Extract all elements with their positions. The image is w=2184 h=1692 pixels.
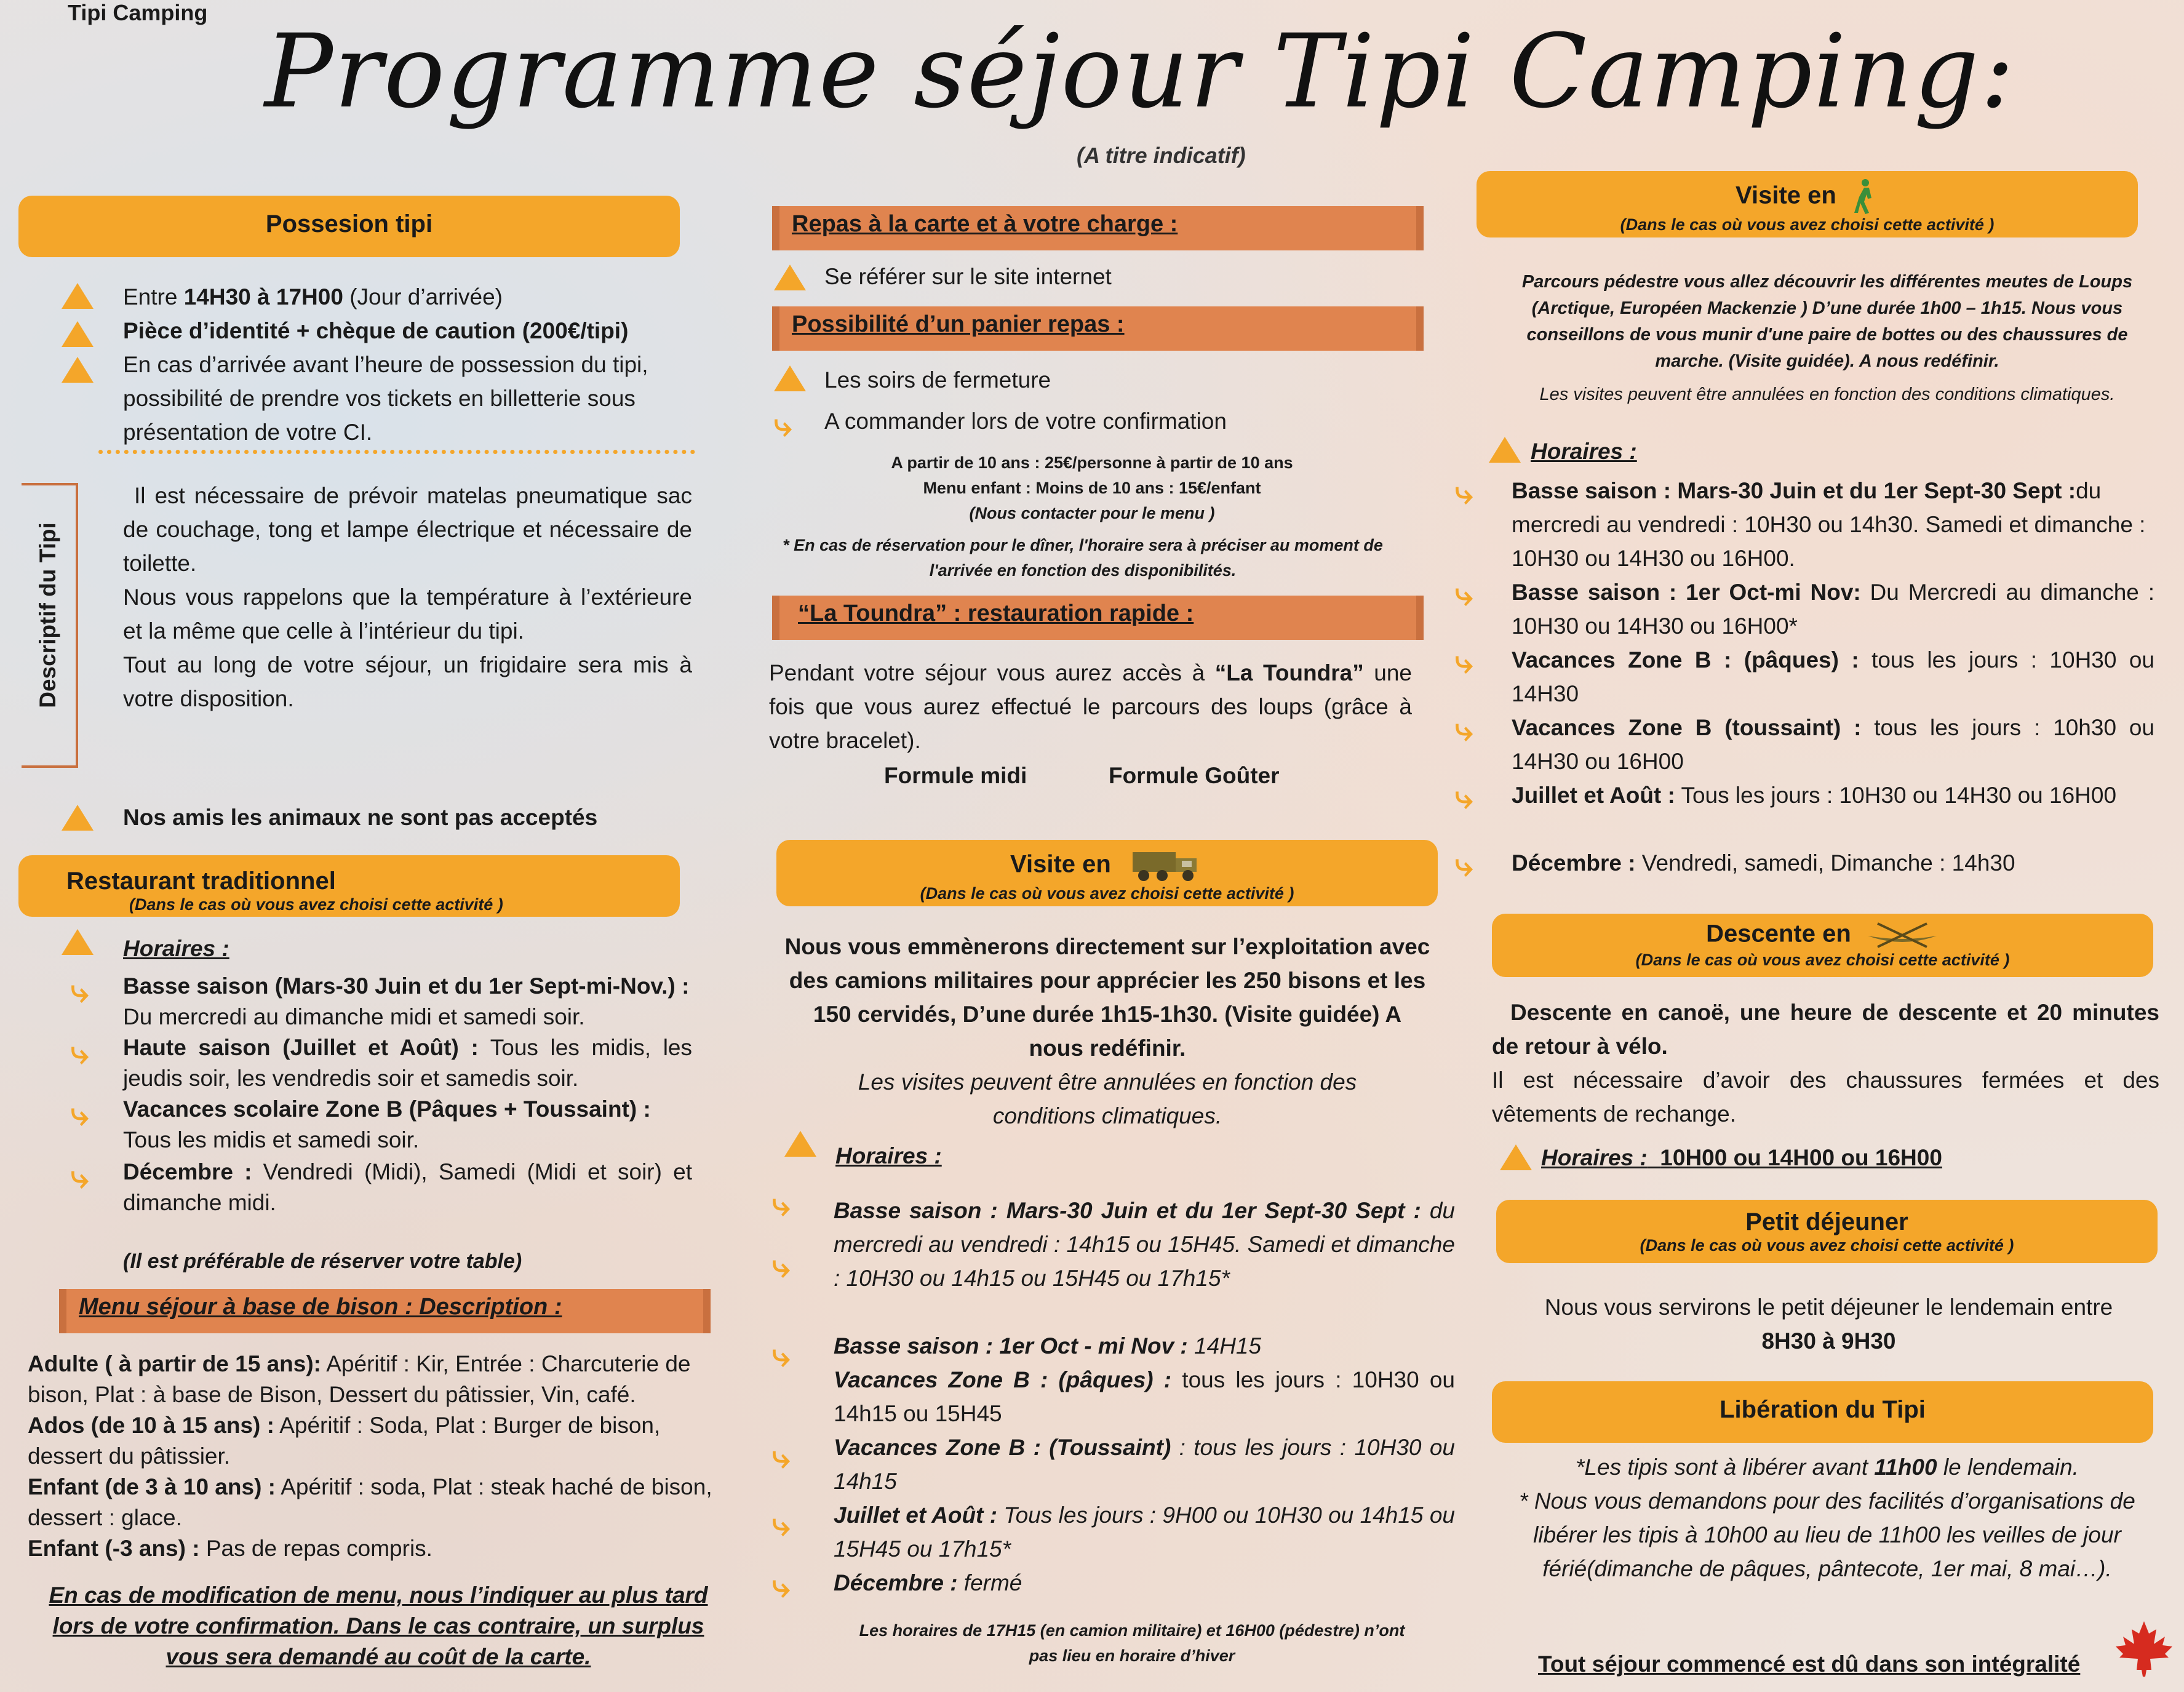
petitdej-heading: Petit déjeuner <box>1745 1208 1908 1235</box>
curved-arrow-icon: ⤷ <box>772 1439 791 1475</box>
repas-line: Se référer sur le site internet <box>824 264 1112 289</box>
visite-pied-item-4: Vacances Zone B (toussaint) : tous les jours : 10h30 ou 14H30 ou 16H00 <box>1512 715 2154 774</box>
menu-item: Adulte ( à partir de 15 ans): Apéritif : Kir, Entrée : Charcuterie de bison, Plat : à base de Bison, Dessert du pâtissier, Vin, café. <box>28 1351 691 1407</box>
triangle-bullet-icon <box>784 1131 816 1157</box>
visite-camion-heading: Visite en <box>1010 850 1111 878</box>
military-truck-icon <box>1130 847 1204 884</box>
restaurant-heading: Restaurant traditionnel <box>66 868 336 895</box>
visite-camion-heading-bar <box>776 840 1438 906</box>
animals-notice: Nos amis les animaux ne sont pas acceptés <box>123 805 598 830</box>
liberation-footer: Tout séjour commencé est dû dans son intégralité <box>1538 1651 2081 1677</box>
visite-camion-desc: Nous vous emmènerons directement sur l’exploitation avec des camions militaires pour apprécier les 250 bisons et les 150 cervidés, D’une durée 1h15-1h30. (Visite guidée) A nous redéfinir. <box>784 934 1430 1061</box>
triangle-bullet-icon <box>62 929 94 955</box>
visite-camion-horaires: Horaires : <box>835 1143 942 1168</box>
possession-line-2: Pièce d’identité + chèque de caution (200€/tipi) <box>123 318 629 343</box>
visite-pied-heading-bar <box>1477 171 2138 237</box>
curved-arrow-icon: ⤷ <box>1455 644 1473 680</box>
visite-camion-footer: Les horaires de 17H15 (en camion militaire) et 16H00 (pédestre) n’ont pas lieu en horaire d’hiver <box>859 1621 1405 1665</box>
curved-arrow-icon: ⤷ <box>71 1159 89 1195</box>
visite-pied-horaires: Horaires : <box>1531 439 1637 464</box>
menu-heading: Menu séjour à base de bison : Description : <box>79 1294 562 1320</box>
curved-arrow-icon: ⤷ <box>772 1507 791 1542</box>
curved-arrow-icon: ⤷ <box>1455 577 1473 612</box>
toundra-formula-midi: Formule midi <box>884 763 1027 788</box>
curved-arrow-icon: ⤷ <box>774 407 792 443</box>
menu-item: Ados (de 10 à 15 ans) : Apéritif : Soda, Plat : Burger de bison, dessert du pâtissier. <box>28 1413 661 1469</box>
liberation-heading: Libération du Tipi <box>1720 1396 1926 1423</box>
restaurant-item-2: Haute saison (Juillet et Août) : Tous les midis, les jeudis soir, les vendredis soir et samedis soir. <box>123 1035 692 1091</box>
toundra-formula-gouter: Formule Goûter <box>1109 763 1280 788</box>
descriptif-label-box <box>22 483 78 768</box>
petitdej-text: Nous vous servirons le petit déjeuner le lendemain entre 8H30 à 9H30 <box>1544 1295 2113 1354</box>
repas-heading: Repas à la carte et à votre charge : <box>792 211 1178 237</box>
hiker-icon <box>1851 178 1879 215</box>
page-title: Programme séjour Tipi Camping: <box>265 12 2016 130</box>
canoe-desc: Descente en canoë, une heure de descente et 20 minutes de retour à vélo. Il est nécessaire d’avoir des chaussures fermées et des vêtements de rechange. <box>1492 1000 2159 1127</box>
possession-heading: Possesion tipi <box>265 210 433 237</box>
curved-arrow-icon: ⤷ <box>1455 712 1473 748</box>
curved-arrow-icon: ⤷ <box>1455 780 1473 815</box>
descriptif-label: Descriptif du Tipi <box>35 522 60 708</box>
visite-camion-item-1: Basse saison : Mars-30 Juin et du 1er Sept-30 Sept : du mercredi au vendredi : 14h15 ou 15H45. Samedi et dimanche : 10H30 ou 14h15 ou 15H45 ou 17h15* <box>834 1198 1456 1291</box>
menu-item: Enfant (-3 ans) : Pas de repas compris. <box>28 1536 432 1561</box>
canoe-horaires: Horaires : 10H00 ou 14H00 ou 16H00 <box>1541 1145 1942 1170</box>
dotted-divider <box>98 450 695 454</box>
visite-camion-item-5: Juillet et Août : Tous les jours : 9H00 ou 10H30 ou 14h15 ou 15H45 ou 17h15* <box>834 1502 1455 1562</box>
panier-heading-bar <box>772 306 1424 351</box>
visite-pied-item-1: Basse saison : Mars-30 Juin et du 1er Sept-30 Sept :du mercredi au vendredi : 10H30 ou 14h30. Samedi et dimanche : 10H30 ou 14H30 ou 16H00. <box>1512 478 2146 571</box>
panier-line-2: A commander lors de votre confirmation <box>824 409 1227 434</box>
curved-arrow-icon: ⤷ <box>772 1248 791 1284</box>
visite-pied-desc: Parcours pédestre vous allez découvrir les différentes meutes de Loups (Arctique, Européen Mackenzie ) D’une durée 1h00 – 1h15. Nous vous conseillons de vous munir d'une paire de bottes ou des chaussures de marche. (Visite guidée). A nous redéfinir. <box>1521 272 2133 371</box>
panier-prices: A partir de 10 ans : 25€/personne à partir de 10 ans Menu enfant : Moins de 10 ans : 15€/enfant (Nous contacter pour le menu ) <box>891 453 1293 522</box>
curved-arrow-icon: ⤷ <box>772 1187 791 1223</box>
canoe-heading-bar <box>1492 914 2153 977</box>
restaurant-item-3: Vacances scolaire Zone B (Pâques + Toussaint) : Tous les midis et samedi soir. <box>123 1096 651 1152</box>
toundra-heading: “La Toundra” : restauration rapide : <box>798 601 1194 626</box>
visite-pied-item-5: Juillet et Août : Tous les jours : 10H30 ou 14H30 ou 16H00 <box>1512 783 2117 808</box>
petitdej-subheading: (Dans le cas où vous avez choisi cette activité ) <box>1640 1236 2014 1255</box>
toundra-text: Pendant votre séjour vous aurez accès à “La Toundra” une fois que vous aurez effectué le parcours des loups (grâce à votre bracelet). <box>769 660 1413 753</box>
visite-pied-heading: Visite en <box>1736 182 1836 209</box>
visite-pied-item-6: Décembre : Vendredi, samedi, Dimanche : 14h30 <box>1512 850 2015 876</box>
panier-note: * En cas de réservation pour le dîner, l'horaire sera à préciser au moment de l'arrivée en fonction des disponibilités. <box>783 536 1383 580</box>
panier-line-1: Les soirs de fermeture <box>824 367 1051 393</box>
canoe-heading: Descente en <box>1706 920 1851 948</box>
curved-arrow-icon: ⤷ <box>772 1338 791 1373</box>
triangle-bullet-icon <box>774 365 806 391</box>
canoe-subheading: (Dans le cas où vous avez choisi cette activité ) <box>1635 951 2010 969</box>
restaurant-item-1: Basse saison (Mars-30 Juin et du 1er Sept-mi-Nov.) : Du mercredi au dimanche midi et samedi soir. <box>123 973 690 1029</box>
visite-pied-item-2: Basse saison : 1er Oct-mi Nov: Du Mercredi au dimanche : 10H30 ou 14H30 ou 16H00* <box>1512 580 2154 639</box>
triangle-bullet-icon <box>62 357 94 383</box>
restaurant-heading-bar <box>18 855 680 917</box>
liberation-text: *Les tipis sont à libérer avant 11h00 le lendemain. * Nous vous demandons pour des facilités d’organisations de libérer les tipis à 10h00 au lieu de 11h00 les veilles de jour férié(dimanche de pâques, pântecote, 1er mai, 8 mai…). <box>1519 1455 2135 1581</box>
menu-heading-bar <box>59 1289 711 1333</box>
toundra-heading-bar <box>772 596 1424 640</box>
liberation-heading-bar <box>1492 1381 2153 1443</box>
curved-arrow-icon: ⤷ <box>71 1035 89 1071</box>
menu-footer: En cas de modification de menu, nous l’indiquer au plus tard lors de votre confirmation. Dans le cas contraire, un surplus vous sera demandé au coût de la carte. <box>49 1582 708 1669</box>
triangle-bullet-icon <box>62 805 94 831</box>
panier-heading: Possibilité d’un panier repas : <box>792 311 1125 337</box>
triangle-bullet-icon <box>774 265 806 290</box>
page-subtitle: (A titre indicatif) <box>1077 143 1246 168</box>
triangle-bullet-icon <box>62 321 94 347</box>
visite-camion-item-3: Vacances Zone B : (pâques) : tous les jours : 10H30 ou 14h15 ou 15H45 <box>834 1367 1456 1426</box>
possession-line-1: Entre 14H30 à 17H00 (Jour d’arrivée) <box>123 284 503 309</box>
menu-items <box>28 1349 729 1564</box>
descriptif-text: Il est nécessaire de prévoir matelas pneumatique sac de couchage, tong et lampe électrique et nécessaire de toilette. Nous vous rappelons que la température à l’extérieure et la même que celle à l’intérieur du tipi. Tout au long de votre séjour, un frigidaire sera mis à votre disposition. <box>123 483 692 711</box>
curved-arrow-icon: ⤷ <box>772 1568 791 1604</box>
visite-camion-item-4: Vacances Zone B : (Toussaint) : tous les jours : 10H30 ou 14h15 <box>834 1435 1455 1494</box>
visite-pied-subheading: (Dans le cas où vous avez choisi cette activité ) <box>1620 215 1995 234</box>
curved-arrow-icon: ⤷ <box>71 1096 89 1132</box>
menu-item: Enfant (de 3 à 10 ans) : Apéritif : soda, Plat : steak haché de bison, dessert : glace. <box>28 1474 712 1530</box>
visite-camion-subheading: (Dans le cas où vous avez choisi cette activité ) <box>920 884 1294 903</box>
visite-pied-desc-2: Les visites peuvent être annulées en fonction des conditions climatiques. <box>1539 385 2115 404</box>
restaurant-note: (Il est préférable de réserver votre table) <box>123 1250 522 1273</box>
maple-leaf-icon <box>2113 1618 2175 1680</box>
visite-camion-item-6: Décembre : fermé <box>834 1570 1022 1595</box>
visite-camion-desc-2: Les visites peuvent être annulées en fonction des conditions climatiques. <box>858 1069 1357 1128</box>
restaurant-horaires: Horaires : <box>123 936 229 961</box>
possession-line-3: En cas d’arrivée avant l’heure de possession du tipi, possibilité de prendre vos tickets en billetterie sous présentation de votre CI. <box>123 352 648 445</box>
visite-pied-item-3: Vacances Zone B : (pâques) : tous les jours : 10H30 ou 14H30 <box>1512 647 2155 706</box>
brand-label: Tipi Camping <box>68 0 208 25</box>
canoe-icon <box>1865 920 1939 951</box>
curved-arrow-icon: ⤷ <box>1455 475 1473 511</box>
restaurant-subheading: (Dans le cas où vous avez choisi cette activité ) <box>129 895 503 914</box>
petitdej-heading-bar <box>1496 1200 2158 1263</box>
curved-arrow-icon: ⤷ <box>71 973 89 1009</box>
visite-camion-item-2: Basse saison : 1er Oct - mi Nov : 14H15 <box>834 1333 1262 1359</box>
restaurant-item-4: Décembre : Vendredi (Midi), Samedi (Midi et soir) et dimanche midi. <box>123 1159 693 1215</box>
triangle-bullet-icon <box>62 283 94 309</box>
curved-arrow-icon: ⤷ <box>1455 847 1473 883</box>
possession-heading-bar <box>18 196 680 257</box>
repas-heading-bar <box>772 206 1424 250</box>
triangle-bullet-icon <box>1489 437 1521 463</box>
triangle-bullet-icon <box>1500 1144 1532 1170</box>
